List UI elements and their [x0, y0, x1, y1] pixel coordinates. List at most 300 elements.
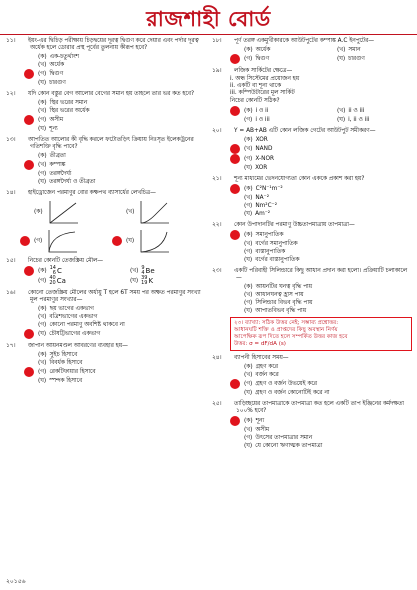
- option[interactable]: [230, 116, 319, 124]
- option[interactable]: [24, 125, 204, 133]
- option[interactable]: [323, 46, 412, 54]
- option-list: [6, 99, 204, 133]
- option-text: দ্বিগুণ: [49, 70, 64, 77]
- question: [212, 176, 412, 218]
- option-label: (খ): [38, 313, 47, 320]
- option-label: (গ): [244, 299, 253, 306]
- option-text: স্থির ভরের সমান: [49, 99, 88, 106]
- option-text: চৌষট্টিভাগের একভাগ: [49, 330, 101, 337]
- option[interactable]: [230, 154, 412, 164]
- answer-bubble-filled: [230, 230, 240, 240]
- option[interactable]: [230, 194, 412, 202]
- option-label: (ঘ): [244, 256, 253, 263]
- option-label: (ঘ): [38, 79, 47, 86]
- option-label: (ক): [38, 99, 47, 106]
- option-label: (ক): [34, 208, 43, 215]
- question-stem: পূর্ণ তরঙ্গ একমুখীকারকে আউটপুটের কম্পাঙ্ক A.C ইনপুটের—: [234, 38, 375, 44]
- option-text: আধানঘনত্ব হ্রাস পায়: [255, 291, 304, 298]
- option[interactable]: [230, 46, 319, 54]
- option-label: (খ): [244, 240, 253, 247]
- answer-bubble-filled: [230, 144, 240, 154]
- option-label: (ক): [38, 351, 47, 358]
- mass-number: 40: [49, 275, 56, 281]
- option-text: NA⁻²: [255, 194, 270, 201]
- question-number: ২৩।: [212, 268, 222, 274]
- question-stem: আপতিত আলোর কী বৃদ্ধি করলে ফটোতড়িৎ ক্রিয়ায় নিঃসৃত ইলেকট্রনের গতিশক্তি বৃদ্ধি পাবে?: [28, 137, 194, 150]
- question-stem: কোন উপাদানটির পরমাণু উচ্চতাপমাত্রায় তাপমাত্রা—: [234, 222, 355, 228]
- option[interactable]: [24, 329, 204, 339]
- question-stem: Y = AB+AB এটি কোন লজিক গেটের আউটপুট সমীকরণ—: [234, 128, 376, 134]
- question-text: [6, 190, 204, 197]
- option-text: X-NOR: [255, 155, 275, 162]
- option-text: এক-চতুর্থাংশ: [49, 53, 79, 60]
- question-text: [6, 258, 204, 265]
- question-stem: একটি পরিবাহী সিলিন্ডারে কিছু আধান প্রদান করা হলো। প্রক্রিয়াটি চলাকালে—: [234, 268, 408, 281]
- option-text: গ্রহণ ও বর্জন উভয়েই করে: [255, 380, 317, 387]
- option-text: বত্রিশভাগের একভাগ: [49, 313, 98, 320]
- option-text: তরঙ্গদৈর্ঘ্য: [49, 170, 72, 177]
- option-text: সিলিন্ডার বিভব বৃদ্ধি পায়: [255, 299, 313, 306]
- option-label: (ঘ): [244, 389, 253, 396]
- option[interactable]: [230, 371, 412, 379]
- statement: ii. একটি বা শূন্য থাকে: [230, 83, 282, 89]
- explanation-line: উত্তর: σ = dF/dA (s): [234, 341, 286, 347]
- option[interactable]: [24, 178, 204, 186]
- option-label: (ক): [244, 107, 253, 114]
- question: [6, 343, 204, 385]
- option-text: ii ও iii: [348, 107, 365, 114]
- option-text: i, ii ও iii: [348, 116, 370, 123]
- graph-axes: [141, 230, 169, 252]
- option-label: (গ): [38, 70, 47, 77]
- option-label: (ক): [38, 152, 47, 159]
- option[interactable]: [24, 69, 204, 79]
- option-list: [6, 53, 204, 87]
- option-text: চারগুণ: [49, 79, 66, 86]
- question: [212, 268, 412, 351]
- question: [212, 222, 412, 264]
- option[interactable]: [24, 276, 112, 286]
- option-text: ছয় ভাগের একভাগ: [49, 305, 94, 312]
- option-label: (খ): [130, 267, 139, 274]
- option-text: Am⁻²: [255, 210, 271, 217]
- mass-number: 9: [141, 265, 145, 271]
- answer-bubble-filled: [24, 367, 34, 377]
- option-label: (খ): [38, 359, 47, 366]
- option-text: গ্রহণ করে: [255, 363, 278, 370]
- option-text: কম্পাঙ্ক: [49, 161, 66, 168]
- question-number: ১৪।: [6, 190, 16, 196]
- option-label: (ঘ): [38, 330, 47, 337]
- option-label: (খ): [337, 46, 346, 53]
- question-text: [6, 137, 204, 151]
- option-text: তীব্রতা: [49, 152, 66, 159]
- option[interactable]: [230, 136, 412, 144]
- answer-bubble-filled: [24, 115, 34, 125]
- element-symbol: C: [56, 266, 62, 275]
- option-label: (গ): [38, 116, 47, 123]
- option-label: (গ): [244, 248, 253, 255]
- option-text: অসীম: [255, 426, 270, 433]
- option[interactable]: [24, 305, 204, 313]
- answer-bubble-filled: [230, 106, 240, 116]
- option-text: XOR: [255, 136, 268, 143]
- graph-0: [46, 199, 80, 225]
- question: [212, 38, 412, 64]
- option-label: (গ): [244, 434, 253, 441]
- option[interactable]: [323, 54, 412, 64]
- answer-bubble-filled: [24, 69, 34, 79]
- option[interactable]: [323, 106, 412, 116]
- option-text: দ্বিগুণ: [255, 55, 270, 62]
- question: [212, 128, 412, 172]
- option-text: বর্গের সমানুপাতিক: [255, 240, 298, 247]
- option-text: তরঙ্গদৈর্ঘ্য ও তীব্রতা: [49, 178, 96, 185]
- question-number: ১৯।: [212, 68, 222, 74]
- question-text: [212, 68, 412, 75]
- option[interactable]: [116, 266, 204, 276]
- answer-bubble-filled: [230, 379, 240, 389]
- question-number: ১৮।: [212, 38, 222, 44]
- option-label: (ক): [244, 136, 253, 143]
- question: [6, 190, 204, 254]
- option-text: বর্জন করে: [255, 371, 279, 378]
- option-label: (ঘ): [130, 277, 139, 284]
- option-text: যে কোনো ঋণাত্মক তাপমাত্রা: [255, 442, 323, 449]
- option[interactable]: [230, 184, 412, 194]
- statement-list: [212, 76, 412, 97]
- option-label: (গ): [38, 368, 47, 375]
- option-label: (ঘ): [244, 442, 253, 449]
- option[interactable]: [24, 321, 204, 329]
- option-label: (খ): [244, 371, 253, 378]
- option-label: (খ): [337, 107, 346, 114]
- option[interactable]: [230, 106, 319, 116]
- question-text: [6, 290, 204, 304]
- isotope: [49, 276, 66, 286]
- element-symbol: Ca: [56, 276, 66, 285]
- option[interactable]: [230, 291, 412, 299]
- question-number: ২৫।: [212, 401, 222, 407]
- left-column: [6, 38, 204, 389]
- option[interactable]: [230, 283, 412, 291]
- graph-curve: [49, 232, 75, 252]
- question: [6, 91, 204, 133]
- question-text: [6, 38, 204, 52]
- option-label: (গ): [34, 237, 43, 244]
- question: [212, 68, 412, 124]
- option[interactable]: [116, 276, 204, 286]
- option-text: অর্ধেক: [49, 61, 64, 68]
- option[interactable]: [24, 367, 204, 377]
- option[interactable]: [230, 379, 412, 389]
- option-label: (ঘ): [337, 55, 346, 62]
- page-title: রাজশাহী বোর্ড: [146, 7, 271, 31]
- option-text: i ও ii: [255, 107, 269, 114]
- option[interactable]: [230, 54, 319, 64]
- option[interactable]: [24, 115, 204, 125]
- question-number: ২৪।: [212, 355, 222, 361]
- question-number: ১২।: [6, 91, 16, 97]
- isotope: [141, 276, 153, 286]
- graph-option[interactable]: [20, 228, 112, 254]
- option[interactable]: [24, 61, 204, 69]
- question-number: ১৭।: [6, 343, 16, 349]
- answer-bubble-filled: [24, 329, 34, 339]
- title-rule: [0, 34, 417, 35]
- option-list: [6, 305, 204, 339]
- option[interactable]: [24, 99, 204, 107]
- graph-3: [137, 228, 171, 254]
- graph-1: [137, 199, 171, 225]
- question: [6, 258, 204, 286]
- option[interactable]: [230, 164, 412, 172]
- question-stem: কোনো তেজস্ক্রিয় মৌলের অর্ধায়ু T হলে 6T সময় পর অক্ষত পরমাণুর সংখ্যা মূল পরমাণুর সংখ্যার—: [28, 290, 201, 303]
- question-stem: যদি কোন বস্তুর বেগ আলোর বেগের সমান হয় তাহলে তার ভর কত হবে?: [28, 91, 195, 97]
- graph-option[interactable]: [20, 199, 112, 225]
- option-label: (গ): [38, 277, 47, 284]
- option-text: সমান: [348, 46, 361, 53]
- option-label: (খ): [38, 161, 47, 168]
- question: [6, 137, 204, 186]
- option-text: কোনো পরমাণু অবশিষ্ট থাকবে না: [49, 321, 125, 328]
- graph-option[interactable]: [112, 228, 204, 254]
- question-number: ২২।: [212, 222, 222, 228]
- question-text: [212, 128, 412, 135]
- option-text: রেকটিফায়ার হিসাবে: [49, 368, 96, 375]
- atomic-number: 20: [49, 280, 56, 286]
- graph-2: [45, 228, 79, 254]
- option-text: স্থির ভরের অর্ধেক: [49, 107, 90, 114]
- option-label: (খ): [244, 194, 253, 201]
- question: [212, 401, 412, 450]
- option-list: [212, 136, 412, 172]
- question-text: [212, 401, 412, 415]
- option[interactable]: [230, 442, 412, 450]
- option-label: (ক): [38, 53, 47, 60]
- atomic-number: 6: [52, 270, 56, 276]
- option-label: (গ): [244, 380, 253, 387]
- option-text: অসীম: [49, 116, 64, 123]
- option[interactable]: [230, 299, 412, 307]
- option-label: (ক): [244, 283, 253, 290]
- option-list: [212, 184, 412, 218]
- answer-bubble-filled: [230, 54, 240, 64]
- option-list: [212, 46, 412, 64]
- graph-options: [6, 199, 204, 254]
- option-text: উৎসের তাপমাত্রার সমান: [255, 434, 313, 441]
- option-text: C²N⁻¹m⁻²: [255, 185, 283, 192]
- answer-bubble-filled: [20, 236, 30, 246]
- option-list: [6, 351, 204, 385]
- question: [212, 355, 412, 397]
- option-label: (ঘ): [38, 125, 47, 132]
- option-text: সমানুপাতিক: [255, 231, 284, 238]
- option-label: (ক): [244, 185, 253, 192]
- statement: iii. কম্পিউটারের মূল সার্কিট: [230, 90, 295, 96]
- atomic-number: 4: [141, 270, 145, 276]
- option[interactable]: [230, 230, 412, 240]
- option-label: (গ): [244, 202, 253, 209]
- explanation-line: আপেক্ষিক রূপ দিতে হলে সম্পর্কিত উত্তর কাজ হবে: [234, 334, 348, 340]
- option[interactable]: [24, 359, 204, 367]
- option-text: সুইচ হিসাবে: [49, 351, 78, 358]
- option-text: শূন্য: [49, 125, 58, 132]
- option-text: বর্গের ব্যস্তানুপাতিক: [255, 256, 300, 263]
- option[interactable]: [24, 313, 204, 321]
- option[interactable]: [24, 170, 204, 178]
- option-label: (গ): [38, 170, 47, 177]
- option[interactable]: [24, 160, 204, 170]
- option[interactable]: [230, 363, 412, 371]
- option-label: (ক): [244, 46, 253, 53]
- isotope-options: [6, 266, 204, 286]
- option-label: (খ): [244, 145, 253, 152]
- question-stem: তাড়িচ্ছয়ের তাপমাত্রাকে তাপমাত্রা কত হলে একটি তাপ ইঞ্জিনের কর্মদক্ষতা ১০০% হবে?: [234, 401, 404, 414]
- option-list: [212, 416, 412, 450]
- question-number: ২০।: [212, 128, 222, 134]
- option-text: স্পন্দক হিসাবে: [49, 377, 83, 384]
- right-column: [212, 38, 412, 454]
- question-stem: ব্যাপনী হিসাবের সময়—: [234, 355, 289, 361]
- option-label: (খ): [38, 107, 47, 114]
- mass-number: 14: [49, 265, 56, 271]
- answer-bubble-filled: [230, 154, 240, 164]
- option-list: [212, 106, 412, 124]
- option-label: (গ): [38, 321, 47, 328]
- option[interactable]: [230, 240, 412, 248]
- graph-axes: [141, 201, 169, 223]
- answer-bubble-filled: [230, 184, 240, 194]
- option-text: শূন্য: [255, 417, 265, 424]
- question-ask: নিচের কোনটি সঠিক?: [230, 98, 280, 104]
- option-label: (ঘ): [244, 164, 253, 171]
- question-number: ১১।: [6, 38, 16, 44]
- option[interactable]: [24, 152, 204, 160]
- atomic-number: 19: [141, 280, 148, 286]
- option-label: (গ): [244, 155, 253, 162]
- question: [6, 38, 204, 87]
- graph-curve: [141, 232, 167, 252]
- option-text: অর্ধেক: [255, 46, 271, 53]
- question-text: [212, 176, 412, 183]
- option-text: বিবর্ধক হিসাবে: [49, 359, 83, 366]
- option-text: আপাতবিভব বৃদ্ধি পায়: [255, 307, 307, 314]
- answer-bubble-filled: [24, 160, 34, 170]
- answer-bubble-filled: [230, 416, 240, 426]
- option[interactable]: [230, 426, 412, 434]
- option-text: NAND: [255, 145, 273, 152]
- question-stem: জাপান আয়নমণ্ডল আবরণের ব্যবহার হয়—: [28, 343, 128, 349]
- option-text: Nm²C⁻²: [255, 202, 278, 209]
- question-stem: ইয়ং-এর দ্বিচিড় পরীক্ষায় চিড়দ্বয়ের দূরত্ব দ্বিগুণ করে দেয়ার এবং পর্দার দূরত্ব অর্ধেক হলে ডোরার প্রস্থ পূর্বের তুলনায় কীরূপ হবে?: [28, 38, 199, 51]
- option-list: [212, 363, 412, 397]
- graph-curve: [50, 203, 76, 223]
- option-label: (ক): [244, 231, 253, 238]
- graph-option[interactable]: [112, 199, 204, 225]
- question-number: ১৫।: [6, 258, 16, 264]
- option[interactable]: [24, 351, 204, 359]
- option-label: (ক): [244, 363, 253, 370]
- graph-curve: [141, 203, 167, 223]
- question-text: [212, 38, 412, 45]
- option-text: XOR: [255, 164, 268, 171]
- option[interactable]: [230, 210, 412, 218]
- element-symbol: Be: [145, 266, 155, 275]
- option-text: i ও iii: [255, 116, 270, 123]
- option-label: (খ): [244, 426, 253, 433]
- page-number: ২০১৫৬: [6, 578, 26, 585]
- explanation-box: [230, 317, 412, 351]
- option-list: [212, 230, 412, 264]
- option[interactable]: [24, 53, 204, 61]
- option-label: (ঘ): [38, 377, 47, 384]
- question: [6, 290, 204, 339]
- option-text: আয়নটির ঘনত্ব বৃদ্ধি পায়: [255, 283, 313, 290]
- question-text: [212, 268, 412, 282]
- option[interactable]: [24, 107, 204, 115]
- option-label: (খ): [244, 291, 253, 298]
- option-text: ব্যস্তানুপাতিক: [255, 248, 286, 255]
- option[interactable]: [230, 144, 412, 154]
- option[interactable]: [24, 79, 204, 87]
- question-stem: শূন্য মাধ্যমের ভেদনযোগ্যতা কোন এককে প্রকাশ করা হয়?: [234, 176, 365, 182]
- option-text: চারগুণ: [348, 55, 365, 62]
- option-label: (ঘ): [244, 307, 253, 314]
- option-label: (গ): [244, 116, 253, 123]
- option[interactable]: [230, 248, 412, 256]
- explanation-line: আধানঘটি শক্তি ও প্রাপ্তদের কিছু অবস্থান নির্ণয়: [234, 327, 338, 333]
- explanation-line: ২৩। ব্যাখ্যা: সঠিক উত্তর নেই; সম্ভাব্য প্রশ্নোত্তর:: [234, 320, 339, 326]
- option-list: [6, 152, 204, 186]
- option[interactable]: [230, 202, 412, 210]
- option[interactable]: [24, 377, 204, 385]
- element-symbol: K: [148, 276, 154, 285]
- question-number: ২১।: [212, 176, 222, 182]
- mass-number: 39: [141, 275, 148, 281]
- option-label: (ঘ): [337, 116, 346, 123]
- question-stem: লজিক সার্কিটের ক্ষেত্রে—: [234, 68, 293, 74]
- option-label: (ঘ): [126, 237, 135, 244]
- option[interactable]: [24, 266, 112, 276]
- question-text: [6, 343, 204, 350]
- option[interactable]: [230, 307, 412, 315]
- statement: i. অন্ধ সিস্টেমের প্রয়োজন হয়: [230, 76, 300, 82]
- question-number: ১৩।: [6, 137, 16, 143]
- option[interactable]: [230, 389, 412, 397]
- option-label: (ক): [38, 267, 47, 274]
- option[interactable]: [323, 116, 412, 124]
- question-text: [212, 355, 412, 362]
- option-label: (খ): [38, 61, 47, 68]
- option[interactable]: [230, 434, 412, 442]
- option-text: গ্রহণ ও বর্জন কোনোটিই করে না: [255, 389, 330, 396]
- answer-bubble-filled: [112, 236, 122, 246]
- option-label: (গ): [244, 55, 253, 62]
- option-label: (ক): [38, 305, 47, 312]
- option[interactable]: [230, 416, 412, 426]
- answer-bubble-filled: [24, 266, 34, 276]
- question-text: [212, 222, 412, 229]
- question-stem: হাইড্রোজেন পরমাণুর বোর কক্ষপথ ব্যাসার্ধের লেখচিত্র—: [28, 190, 156, 196]
- question-number: ১৬।: [6, 290, 16, 296]
- option-label: (ঘ): [244, 210, 253, 217]
- question-text: [6, 91, 204, 98]
- option-label: (খ): [126, 208, 135, 215]
- option-label: (ঘ): [38, 178, 47, 185]
- option[interactable]: [230, 256, 412, 264]
- option-list: [212, 283, 412, 315]
